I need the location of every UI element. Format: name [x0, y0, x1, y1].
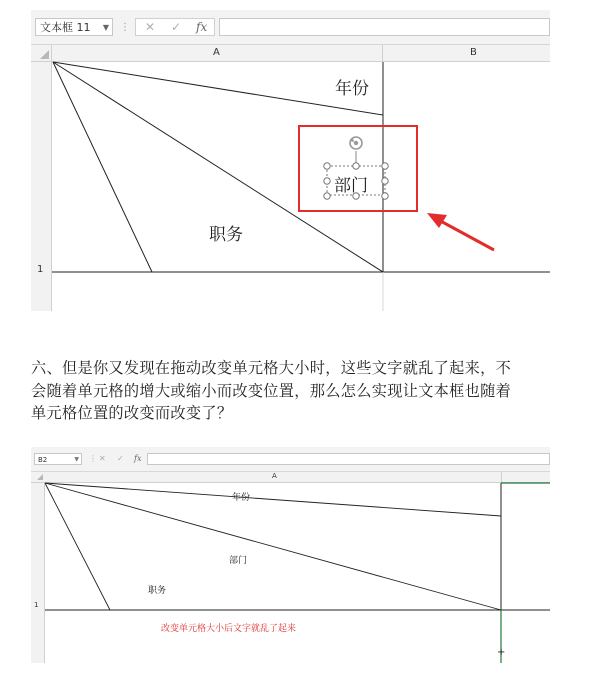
separator-dots: ⋮ — [89, 454, 97, 463]
chevron-down-icon[interactable]: ▼ — [74, 456, 79, 463]
close-icon[interactable]: ✕ — [145, 20, 156, 34]
annotation-message: 改变单元格大小后文字就乱了起来 — [161, 624, 297, 634]
chevron-down-icon[interactable]: ▼ — [102, 23, 109, 32]
row-header-1[interactable]: 1 — [34, 601, 39, 609]
arrow-head — [427, 213, 447, 228]
separator-dots: ⋮ — [120, 22, 130, 33]
name-box-value: 文本框 11 — [40, 21, 91, 34]
cell-text-job: 职务 — [209, 225, 243, 245]
cursor-icon: + — [497, 647, 506, 658]
excel-screenshot-before — [31, 10, 550, 311]
diagonal-line-1 — [45, 483, 501, 516]
check-icon[interactable]: ✓ — [117, 454, 124, 463]
excel-screenshot-after — [31, 447, 550, 663]
diagonal-line-1 — [53, 62, 383, 115]
cell-text-year: 年份 — [335, 79, 369, 99]
instruction-paragraph — [31, 357, 561, 425]
column-header-a[interactable]: A — [272, 472, 277, 480]
rotate-handle-icon — [350, 137, 362, 149]
cell-diagonal-lines — [31, 10, 550, 311]
cell-text-job: 职务 — [148, 586, 167, 596]
row-header-1[interactable]: 1 — [37, 264, 44, 275]
textbox-dept[interactable]: 部门 — [334, 176, 368, 196]
check-icon[interactable]: ✓ — [171, 20, 182, 34]
diagonal-line-2 — [45, 483, 501, 610]
function-icon[interactable]: fx — [196, 20, 208, 34]
column-header-b[interactable]: B — [470, 47, 477, 58]
diagonal-line-3 — [45, 483, 110, 610]
paragraph-line-1: 六、但是你又发现在拖动改变单元格大小时，这些文字就乱了起来，不 — [31, 359, 512, 377]
arrow-shaft — [435, 218, 494, 250]
paragraph-line-2: 会随着单元格的增大或缩小而改变位置，那么怎么实现让文本框也随着 — [31, 381, 512, 400]
cell-text-year: 年份 — [232, 493, 251, 503]
paragraph-line-3: 单元格位置的改变而改变了？ — [31, 404, 233, 422]
column-header-a[interactable]: A — [213, 47, 220, 58]
cell-text-dept: 部门 — [229, 556, 248, 566]
name-box-value: B2 — [38, 456, 48, 464]
function-icon[interactable]: fx — [134, 454, 142, 463]
close-icon[interactable]: ✕ — [99, 454, 106, 463]
